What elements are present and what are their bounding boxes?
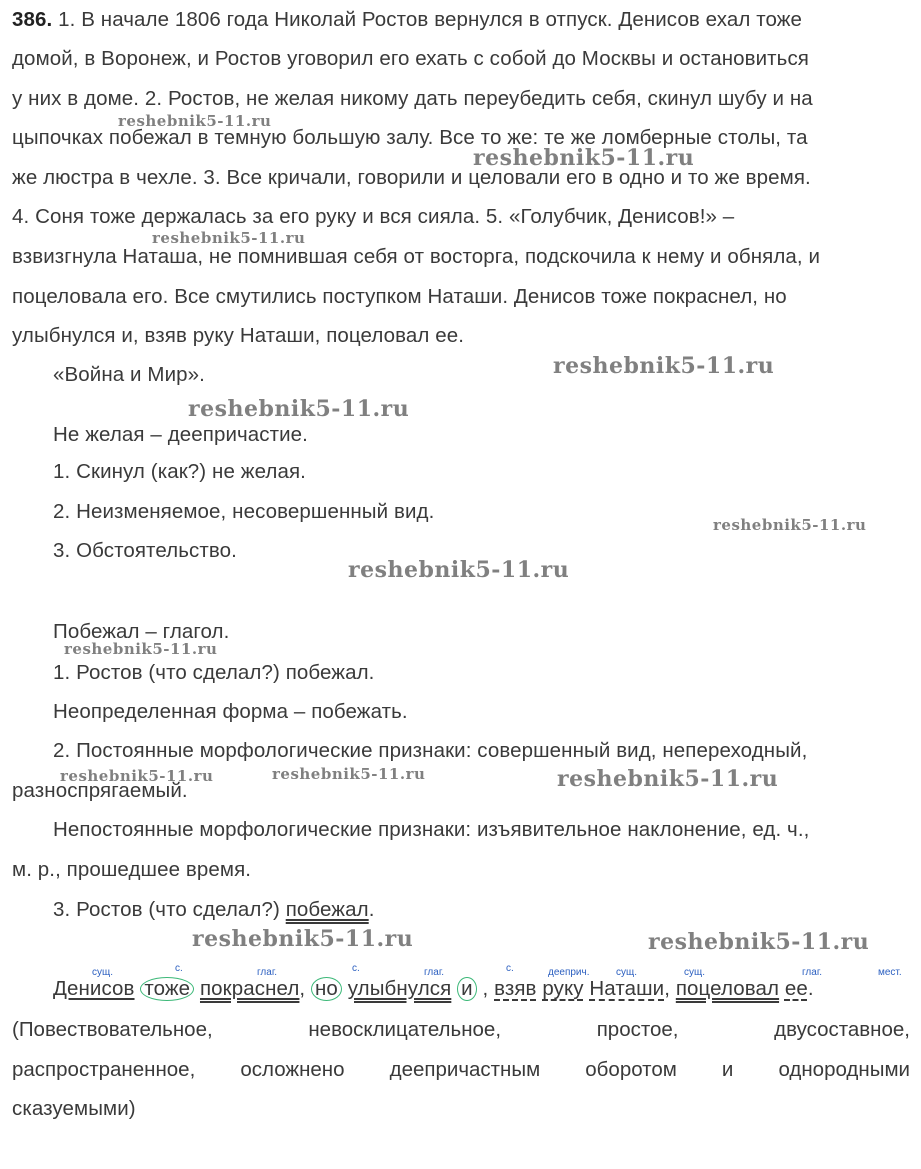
predicate-word-3: поцеловал (675, 977, 780, 1000)
analysis2-line-1: 1. Ростов (что сделал?) побежал. (53, 661, 375, 684)
paragraph-text: 1. В начале 1806 года Николай Ростов вернулся в отпуск. Денисов ехал тоже (58, 8, 803, 31)
watermark: reshebnik5-11.ru (648, 929, 870, 955)
analysis2-line-7 (53, 898, 374, 922)
subject-word: Денисов (53, 977, 135, 1000)
object-word: руку (542, 977, 584, 1000)
watermark: reshebnik5-11.ru (713, 516, 867, 534)
pos-label-conj-2: с. (352, 963, 360, 974)
attribute-word: Наташи (589, 977, 665, 1000)
pos-label-pron: мест. (878, 967, 902, 978)
predicate-word-1: покраснел (199, 977, 300, 1000)
watermark: reshebnik5-11.ru (473, 145, 695, 171)
watermark: reshebnik5-11.ru (192, 926, 414, 952)
analysis1-item-1: 1. Скинул (как?) не желая. (53, 460, 306, 483)
watermark: reshebnik5-11.ru (272, 765, 426, 783)
analysis2-line-5: Непостоянные морфологические признаки: изъявительное наклонение, ед. ч., (53, 818, 810, 841)
analysis2-line-4: разноспрягаемый. (12, 779, 188, 802)
characteristics-line-3: сказуемыми) (12, 1097, 136, 1120)
conj-circled-2 (311, 977, 342, 1001)
pos-label-conj-1: с. (175, 963, 183, 974)
conj-word: тоже (144, 977, 191, 1000)
pronoun-word: ее (784, 977, 808, 1000)
conj-word-2: но (315, 977, 338, 1000)
paragraph-line-7: взвизгнула Наташа, не помнившая себя от восторга, подскочила к нему и обняла, и (12, 245, 821, 268)
paragraph-line-1 (12, 8, 802, 32)
characteristics-line-2: распространенное, осложнено деепричастным оборотом и однородными (12, 1058, 910, 1081)
pos-label-verb-2: глаг. (424, 967, 445, 978)
comma-2: , (482, 977, 489, 1000)
pos-label-noun-1: сущ. (92, 967, 114, 978)
pos-label-conj-3: с. (506, 963, 514, 974)
paragraph-line-6: 4. Соня тоже держалась за его руку и вся сияла. 5. «Голубчик, Денисов!» – (12, 205, 735, 228)
comma: , (299, 977, 306, 1000)
paragraph-line-8: поцеловала его. Все смутились поступком Наташи. Денисов тоже покраснел, но (12, 285, 787, 308)
pos-label-verb-1: глаг. (257, 967, 278, 978)
paragraph-line-3: у них в доме. 2. Ростов, не желая никому дать переубедить себя, скинул шубу и на (12, 87, 813, 110)
watermark: reshebnik5-11.ru (188, 396, 410, 422)
gerund-word: взяв (494, 977, 537, 1000)
pos-label-noun-2: сущ. (616, 967, 638, 978)
analysis2-line-7-text: 3. Ростов (что сделал?) (53, 898, 286, 921)
analysis2-line-6: м. р., прошедшее время. (12, 858, 252, 881)
analysis1-title: Не желая – деепричастие. (53, 423, 308, 446)
pos-label-noun-3: сущ. (684, 967, 706, 978)
source-title: «Война и Мир». (53, 363, 205, 386)
conj-word-3: и (461, 977, 473, 1000)
predicate-word: побежал (285, 898, 369, 921)
conj-circled (140, 977, 194, 1001)
paragraph-line-4: цыпочках побежал в темную большую залу. Все то же: те же ломберные столы, та (12, 126, 808, 149)
analysis2-title: Побежал – глагол. (53, 620, 230, 643)
paragraph-line-5: же люстра в чехле. 3. Все кричали, говорили и целовали его в одно и то же время. (12, 166, 811, 189)
paragraph-line-2: домой, в Воронеж, и Ростов уговорил его ехать с собой до Москвы и остановиться (12, 47, 809, 70)
paragraph-line-9: улыбнулся и, взяв руку Наташи, поцеловал ее. (12, 324, 465, 347)
watermark: reshebnik5-11.ru (348, 557, 570, 583)
predicate-word-2: улыбнулся (347, 977, 452, 1000)
watermark: reshebnik5-11.ru (118, 112, 272, 130)
analysis1-item-3: 3. Обстоятельство. (53, 539, 237, 562)
pos-label-verb-3: глаг. (802, 967, 823, 978)
exercise-number: 386. (12, 8, 53, 31)
watermark: reshebnik5-11.ru (152, 229, 306, 247)
characteristics-line-1: (Повествовательное, невосклицательное, простое, двусоставное, (12, 1018, 910, 1041)
watermark: reshebnik5-11.ru (553, 353, 775, 379)
conj-circled-3 (457, 977, 477, 1001)
period: . (368, 898, 375, 921)
period-2: . (807, 977, 814, 1000)
watermark: reshebnik5-11.ru (64, 640, 218, 658)
analysis1-item-2: 2. Неизменяемое, несовершенный вид. (53, 500, 435, 523)
watermark: reshebnik5-11.ru (60, 767, 214, 785)
watermark: reshebnik5-11.ru (557, 766, 779, 792)
analysis2-line-3: 2. Постоянные морфологические признаки: совершенный вид, непереходный, (53, 739, 808, 762)
pos-label-gerund: дееприч. (548, 967, 590, 978)
parsed-sentence (53, 977, 814, 1001)
analysis2-line-2: Неопределенная форма – побежать. (53, 700, 408, 723)
comma-3: , (664, 977, 671, 1000)
